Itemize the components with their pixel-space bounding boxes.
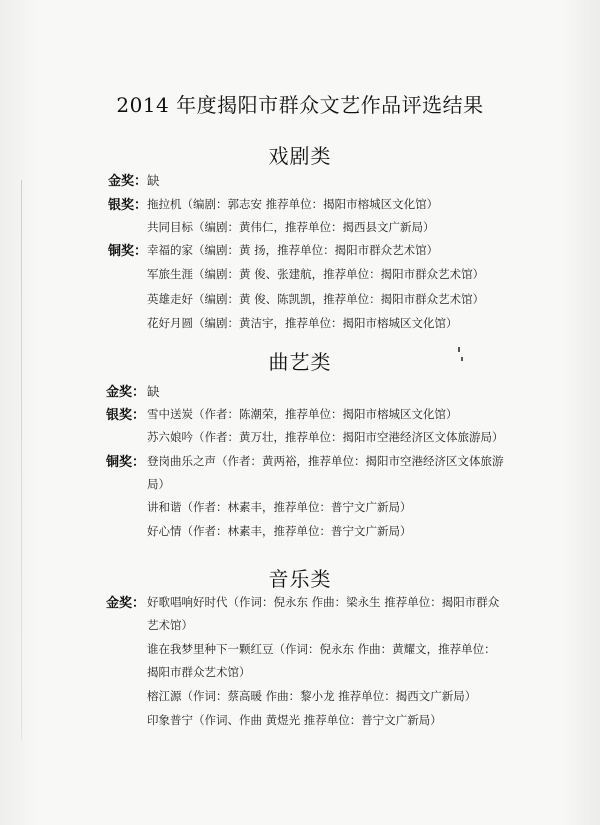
list-item: 榕江源（作词：蔡高暖 作曲：黎小龙 推荐单位：揭西文广新局） [147, 689, 477, 703]
list-item: 共同目标（编剧：黄伟仁，推荐单位：揭西县文广新局） [147, 220, 435, 234]
list-item: 拖拉机（编剧：郭志安 推荐单位：揭阳市榕城区文化馆） [147, 197, 439, 211]
bronze-award-label: 铜奖： [108, 244, 148, 259]
list-item: 讲和谐（作者：林素丰，推荐单位：普宁文广新局） [147, 500, 412, 514]
list-item: 谁在我梦里种下一颗红豆（作词：倪永东 作曲：黄耀文，推荐单位： [147, 642, 496, 656]
section-heading-drama: 戏剧类 [268, 144, 332, 168]
gold-award-label: 金奖： [106, 385, 146, 400]
gold-award-value: 缺 [147, 384, 160, 399]
list-item: 英雄走好（编剧：黄 俊、陈凯凯，推荐单位：揭阳市群众艺术馆） [147, 292, 485, 306]
list-item-continuation: 揭阳市群众艺术馆） [147, 665, 251, 679]
list-item-continuation: 艺术馆） [147, 618, 193, 632]
list-item: 好歌唱响好时代（作词：倪永东 作曲：梁永生 推荐单位：揭阳市群众 [147, 595, 500, 609]
scan-edge-shadow [21, 180, 22, 740]
section-heading-music: 音乐类 [268, 567, 332, 591]
list-item: 军旅生涯（编剧：黄 俊、张建航，推荐单位：揭阳市群众艺术馆） [147, 267, 485, 281]
list-item: 登岗曲乐之声（作者：黄两裕，推荐单位：揭阳市空港经济区文体旅游 [147, 454, 504, 468]
silver-award-label: 银奖： [106, 408, 146, 423]
list-item: 苏六娘吟（作者：黄万壮，推荐单位：揭阳市空港经济区文体旅游局） [147, 430, 504, 444]
list-item: 好心情（作者：林素丰，推荐单位：普宁文广新局） [147, 524, 412, 538]
list-item: 印象普宁（作词、作曲 黄煜光 推荐单位：普宁文广新局） [147, 713, 442, 727]
gold-award-label: 金奖： [106, 596, 146, 611]
list-item: 雪中送炭（作者：陈潮荣，推荐单位：揭阳市榕城区文化馆） [147, 407, 458, 421]
gold-award-label: 金奖： [108, 174, 148, 189]
silver-award-label: 银奖： [108, 198, 148, 213]
gold-award-value: 缺 [147, 173, 160, 188]
bronze-award-label: 铜奖： [106, 455, 146, 470]
list-item-continuation: 局） [147, 477, 170, 491]
document-title: 2014 年度揭阳市群众文艺作品评选结果 [116, 93, 484, 117]
list-item: 幸福的家（编剧：黄 扬，推荐单位：揭阳市群众艺术馆） [147, 243, 439, 257]
section-heading-quyi: 曲艺类 [268, 350, 332, 374]
list-item: 花好月圆（编剧：黄洁宇，推荐单位：揭阳市榕城区文化馆） [147, 316, 458, 330]
